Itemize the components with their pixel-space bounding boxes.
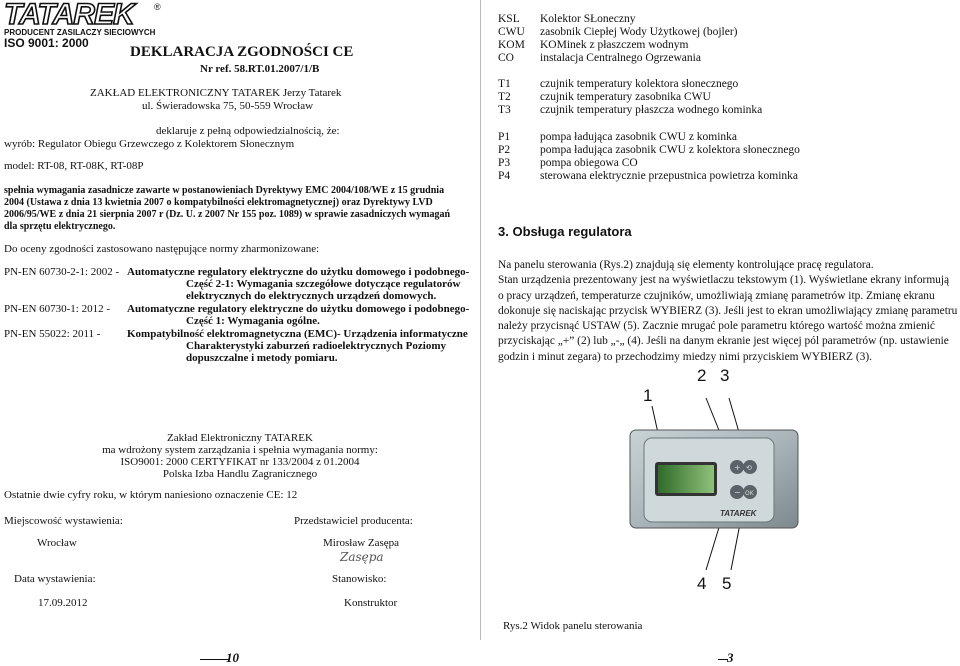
qms-line: ma wdrożony system zarządzania i spełnia wymagania normy:	[102, 444, 378, 456]
norms-intro: Do oceny zgodności zastosowano następujące normy zharmonizowane:	[4, 243, 320, 255]
logo-iso: ISO 9001: 2000	[4, 36, 89, 50]
para-line: godzin i minut zegara) to przechodzimy miedzy nimi przyciskiem WYBIERZ (3).	[498, 350, 872, 363]
qms-line: Zakład Elektroniczny TATAREK	[167, 432, 313, 444]
signature: Zasępa	[340, 550, 384, 564]
pump-row: P3 pompa obiegowa CO	[498, 157, 638, 169]
svg-text:⟲: ⟲	[746, 464, 752, 472]
norm-code: PN-EN 60730-1: 2012 -	[4, 303, 111, 315]
svg-text:OK: OK	[745, 490, 754, 497]
representative-label: Przedstawiciel producenta:	[294, 515, 413, 527]
model-line: model: RT-08, RT-08K, RT-08P	[4, 160, 144, 172]
place-label: Miejscowość wystawienia:	[4, 515, 123, 527]
logo-brand: TATAREK	[4, 0, 134, 31]
place-value: Wrocław	[37, 537, 77, 549]
sensor-row: T1 czujnik temperatury kolektora słonecznego	[498, 78, 739, 90]
declares-text: deklaruje z pełną odpowiedzialnością, że:	[156, 125, 340, 137]
pump-row: P1 pompa ładująca zasobnik CWU z kominka	[498, 131, 738, 143]
callout-1: 1	[643, 386, 653, 405]
norm-desc: Automatyczne regulatory elektryczne do użytku domowego i podobnego-	[127, 266, 470, 278]
para-line: Na panelu sterowania (Rys.2) znajdują się elementy kontrolujące pracę regulatora.	[498, 259, 874, 271]
sensor-row: T2 czujnik temperatury zasobnika CWU	[498, 91, 711, 103]
pump-row: P4 sterowana elektrycznie przepustnica powietrza kominka	[498, 170, 798, 182]
norm-desc: Część 1: Wymagania ogólne.	[186, 315, 320, 327]
para-line: o pracy urządzeń, temperaturze czujników, umożliwiają zmianę parametrów itp. Zmianę ekranu	[498, 289, 935, 302]
control-panel-illustration	[600, 380, 800, 590]
date-value: 17.09.2012	[38, 597, 88, 609]
panel-logo: TATAREK	[720, 509, 757, 518]
compliance-line: 2006/95/WE z dnia 21 sierpnia 2007 r (Dz. U. z 2007 Nr 155 poz. 1089) w sprawie zasadniczych wymagań	[4, 209, 451, 220]
qms-line: Polska Izba Handlu Zagranicznego	[162, 468, 318, 480]
page-divider	[480, 0, 481, 640]
date-label: Data wystawienia:	[14, 573, 96, 585]
para-line: dokonuje się naciskając przycisk WYBIERZ (3). Jeśli jest to ekran umożliwiający zmianę parametru	[498, 304, 958, 317]
callout-5: 5	[722, 574, 732, 593]
svg-text:−: −	[734, 488, 741, 497]
abbrev-row: CO instalacja Centralnego Ogrzewania	[498, 52, 701, 64]
compliance-line: spełnia wymagania zasadnicze zawarte w postanowieniach Dyrektywy EMC 2004/108/WE z 15 grudnia	[4, 185, 445, 196]
svg-text:+: +	[734, 463, 741, 472]
section-paragraph	[498, 258, 960, 365]
sensor-row: T3 czujnik temperatury płaszcza wodnego kominka	[498, 104, 763, 116]
declaration-ref: Nr ref. 58.RT.01.2007/1/B	[200, 63, 320, 75]
registered-mark: ®	[154, 2, 161, 12]
compliance-line: 2004 (Ustawa z dnia 13 kwietnia 2007 o kompatybilności elektromagnetycznej) oraz Dyrektywy LVD	[4, 197, 433, 208]
qms-line: ISO9001: 2000 CERTYFIKAT nr 133/2004 z 01.2004	[120, 456, 360, 468]
callout-4: 4	[697, 574, 707, 593]
abbrev-row: KSL Kolektor SŁoneczny	[498, 13, 636, 25]
callout-2: 2	[697, 366, 707, 385]
callout-3: 3	[720, 366, 730, 385]
logo-tagline: PRODUCENT ZASILACZY SIECIOWYCH	[4, 28, 156, 37]
para-line: przyciskając „+” (2) lub „-„ (4). Jeśli na danym ekranie jest więcej pól parametrów (np. ustawienie	[498, 335, 949, 348]
abbrev-row: CWU zasobnik Ciepłej Wody Użytkowej (bojler)	[498, 26, 738, 38]
norm-desc: Część 2-1: Wymagania szczegółowe dotyczące regulatorów	[186, 278, 461, 290]
representative-value: Mirosław Zasępa	[323, 537, 400, 549]
section-heading: 3. Obsługa regulatora	[498, 224, 632, 239]
page-number-left: 10	[226, 650, 239, 665]
norm-desc: Automatyczne regulatory elektryczne do użytku domowego i podobnego-	[127, 303, 470, 315]
declaration-title: DEKLARACJA ZGODNOŚCI CE	[130, 44, 354, 60]
pump-row: P2 pompa ładująca zasobnik CWU z kolektora słonecznego	[498, 144, 800, 156]
abbrev-row: KOM KOMinek z płaszczem wodnym	[498, 39, 689, 51]
norm-desc: Charakterystyki zaburzeń radioelektrycznych Poziomy	[186, 340, 446, 352]
page-number-right: 3	[727, 650, 734, 665]
norm-desc: Kompatybilność elektromagnetyczna (EMC)- Urządzenia informatyczne	[127, 328, 468, 340]
compliance-line: dla sprzętu elektrycznego.	[4, 221, 116, 232]
ce-year-line: Ostatnie dwie cyfry roku, w którym naniesiono oznaczenie CE: 12	[4, 489, 298, 501]
norm-desc: elektrycznych do elektrycznych urządzeń domowych.	[186, 290, 437, 302]
para-line: Stan urządzenia prezentowany jest na wyświetlaczu tekstowym (1). Wyświetlane ekrany informują	[498, 274, 950, 287]
norm-desc: dopuszczalne i metody pomiaru.	[186, 352, 338, 364]
company-address: ul. Świeradowska 75, 50-559 Wrocław	[142, 100, 314, 112]
product-line: wyrób: Regulator Obiegu Grzewczego z Kolektorem Słonecznym	[4, 138, 295, 150]
norm-code: PN-EN 55022: 2011 -	[4, 328, 101, 340]
norm-code: PN-EN 60730-2-1: 2002 -	[4, 266, 120, 278]
position-value: Konstruktor	[344, 597, 398, 609]
position-label: Stanowisko:	[332, 573, 387, 585]
figure-caption: Rys.2 Widok panelu sterowania	[503, 620, 643, 632]
company-name: ZAKŁAD ELEKTRONICZNY TATAREK Jerzy Tatarek	[90, 87, 342, 99]
para-line: należy przycisnąć USTAW (5). Zacznie mrugać pole parametru którego wartość można zmienić	[498, 320, 935, 333]
